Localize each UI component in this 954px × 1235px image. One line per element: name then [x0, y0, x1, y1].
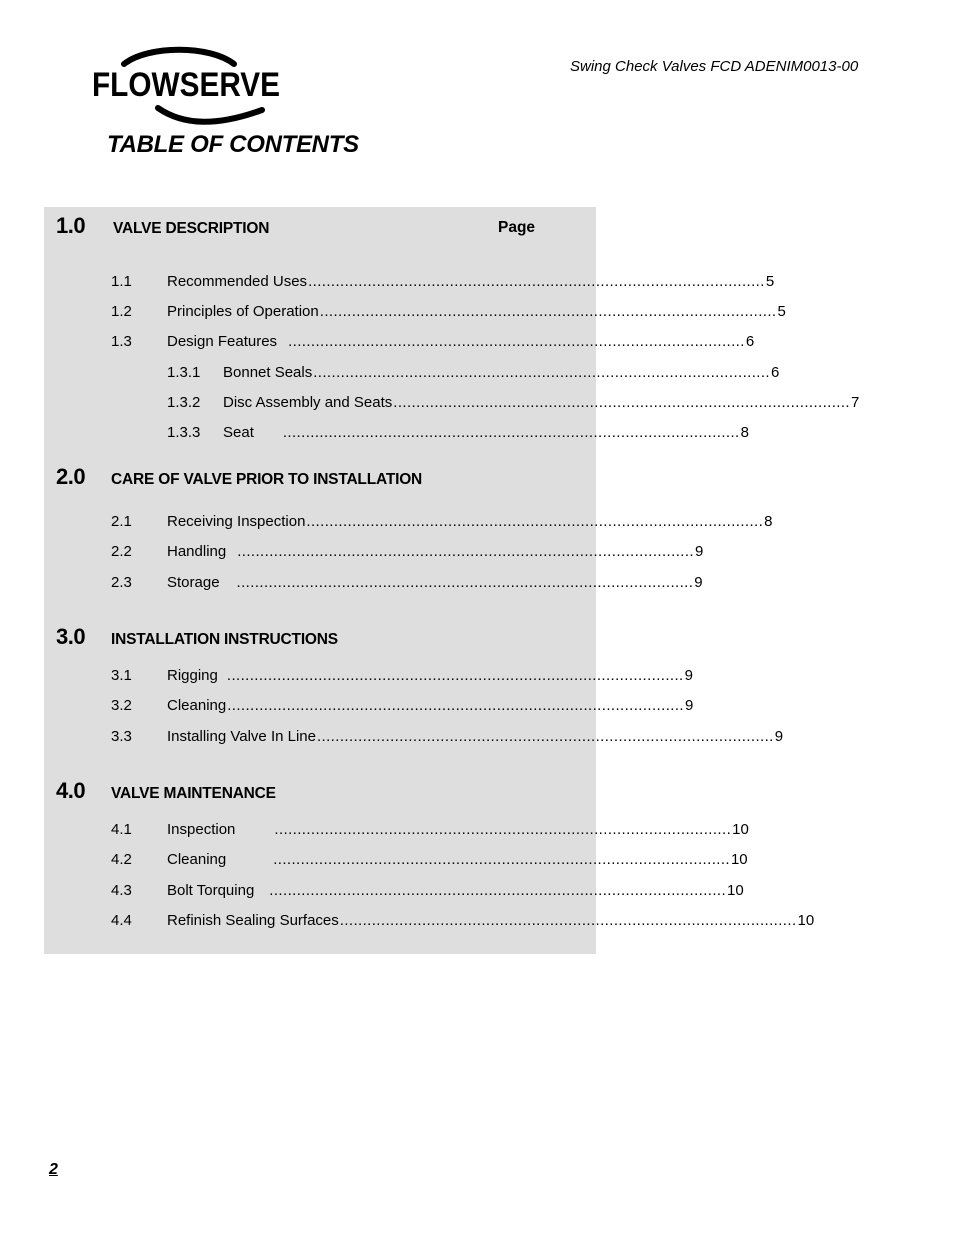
section-number: 2.0: [56, 464, 86, 489]
section-number: 4.0: [56, 778, 86, 803]
toc-entry-label: Principles of Operation: [167, 303, 319, 320]
toc-entry-number: 1.2: [111, 303, 132, 320]
toc-entry-page: 6: [745, 333, 755, 350]
toc-entry[interactable]: 1.1 Recommended Uses .................................................................................................... 5: [111, 273, 775, 290]
toc-entry[interactable]: 1.3.1 Bonnet Seals .................................................................................................... 6: [167, 364, 780, 381]
flowserve-logo-graphic: [88, 48, 284, 124]
toc-entry-label: Seat: [223, 424, 254, 441]
section-title: CARE OF VALVE PRIOR TO INSTALLATION: [111, 471, 423, 488]
toc-entry[interactable]: 4.3 Bolt Torquing .................................................................................................... 10: [111, 882, 744, 899]
document-reference: Swing Check Valves FCD ADENIM0013-00: [570, 58, 859, 75]
svg-text:FLOWSERVE: FLOWSERVE: [92, 66, 280, 104]
toc-entry-number: 1.3.1: [167, 364, 201, 381]
toc-entry-number: 1.1: [111, 273, 132, 290]
toc-entry-label: Cleaning: [167, 697, 227, 714]
toc-entry-label: Design Features: [167, 333, 278, 350]
toc-entry-number: 3.1: [111, 667, 132, 684]
toc-entry-label: Bonnet Seals: [223, 364, 313, 381]
toc-entry-page: 8: [740, 424, 749, 441]
flowserve-logo: [88, 48, 284, 124]
toc-entry[interactable]: 4.1 Inspection .................................................................................................... 10: [111, 821, 749, 838]
toc-entry-page: 10: [727, 882, 744, 899]
page-title: TABLE OF CONTENTS: [107, 131, 359, 158]
toc-entry-label: Inspection: [167, 821, 236, 838]
toc-entry-label: Bolt Torquing: [167, 882, 255, 899]
toc-entry-number: 3.3: [111, 728, 132, 745]
toc-entry-number: 1.3.3: [167, 424, 201, 441]
toc-entry[interactable]: 2.1 Receiving Inspection .................................................................................................... 8: [111, 513, 773, 530]
toc-entry-label: Cleaning: [167, 851, 227, 868]
toc-entry-page: 10: [730, 851, 748, 868]
toc-entry[interactable]: 3.3 Installing Valve In Line .................................................................................................... 9: [111, 728, 784, 745]
toc-entry-page: 5: [765, 273, 775, 290]
toc-entry[interactable]: 1.2 Principles of Operation .................................................................................................... 5: [111, 303, 786, 320]
toc-entry-number: 2.3: [111, 574, 132, 591]
toc-entry-number: 4.4: [111, 912, 132, 929]
toc-entry-page: 5: [777, 303, 786, 320]
toc-entry[interactable]: 3.2 Cleaning .................................................................................................... 9: [111, 697, 694, 714]
toc-entry-label: Handling: [167, 543, 227, 560]
toc-entry[interactable]: 3.1 Rigging .................................................................................................... 9: [111, 667, 693, 684]
toc-entry[interactable]: 1.3.2 Disc Assembly and Seats .................................................................................................... 7: [167, 394, 860, 411]
toc-entry-label: Refinish Sealing Surfaces: [167, 912, 339, 929]
toc-entry-label: Disc Assembly and Seats: [223, 394, 393, 411]
toc-entry-number: 3.2: [111, 697, 132, 714]
section-title: INSTALLATION INSTRUCTIONS: [111, 631, 338, 648]
toc-entry-page: 9: [694, 574, 703, 591]
toc-entry[interactable]: 1.3.3 Seat .................................................................................................... 8: [167, 424, 749, 441]
toc-entry-page: 6: [770, 364, 780, 381]
page-column-label: Page: [498, 219, 536, 236]
toc-entry-page: 10: [797, 912, 815, 929]
toc-entry[interactable]: 2.2 Handling .................................................................................................... 9: [111, 543, 704, 560]
toc-entry-number: 1.3: [111, 333, 132, 350]
toc-entry-page: 9: [694, 543, 704, 560]
toc-entry[interactable]: 2.3 Storage .................................................................................................... 9: [111, 574, 703, 591]
toc-entry[interactable]: 4.2 Cleaning .................................................................................................... 10: [111, 851, 748, 868]
toc-entry-page: 10: [732, 821, 749, 838]
toc-entry-page: 9: [684, 667, 693, 684]
toc-entry[interactable]: 1.3 Design Features .................................................................................................... 6: [111, 333, 755, 350]
toc-entry-page: 7: [851, 394, 860, 411]
toc-entry-number: 4.1: [111, 821, 132, 838]
toc-entry-label: Rigging: [167, 667, 218, 684]
toc-entry-label: Receiving Inspection: [167, 513, 306, 530]
section-number: 1.0: [56, 213, 86, 238]
toc-entry-label: Installing Valve In Line: [167, 728, 316, 745]
toc-entry-number: 1.3.2: [167, 394, 201, 411]
toc-entry[interactable]: 4.4 Refinish Sealing Surfaces .................................................................................................... 10: [111, 912, 815, 929]
toc-entry-number: 4.3: [111, 882, 132, 899]
section-title: VALVE DESCRIPTION: [113, 220, 270, 237]
toc-entry-page: 9: [684, 697, 694, 714]
toc-entry-number: 4.2: [111, 851, 132, 868]
toc-entry-label: Recommended Uses: [167, 273, 308, 290]
toc-entry-number: 2.1: [111, 513, 132, 530]
toc-entry-page: 8: [764, 513, 773, 530]
toc-entry-number: 2.2: [111, 543, 132, 560]
page-number: 2: [49, 1161, 58, 1178]
toc-entry-label: Storage: [167, 574, 220, 591]
toc-entry-page: 9: [774, 728, 784, 745]
section-title: VALVE MAINTENANCE: [111, 785, 276, 802]
section-number: 3.0: [56, 624, 86, 649]
